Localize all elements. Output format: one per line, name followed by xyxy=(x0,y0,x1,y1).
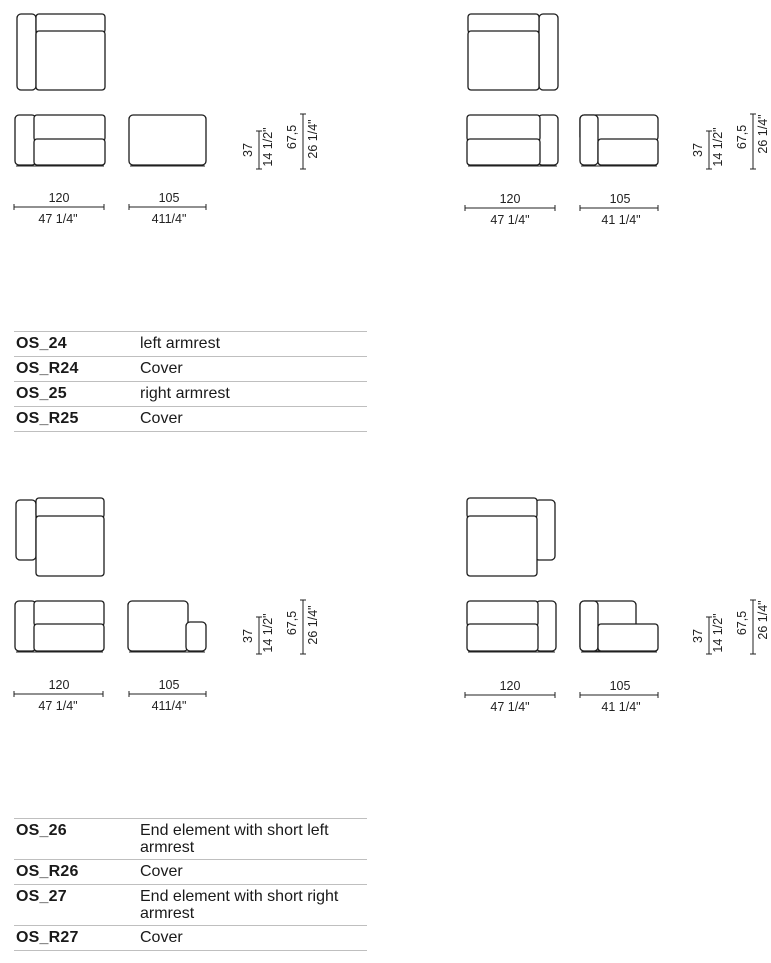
front-view-120 xyxy=(15,115,105,166)
module-description: Cover xyxy=(140,863,183,880)
seat-height-in-label: 14 1/2" xyxy=(261,613,275,653)
seat-height-cm-label: 37 xyxy=(241,629,255,643)
module-table-2 xyxy=(14,818,367,951)
module-code: OS_R26 xyxy=(16,863,79,880)
front-view-120 xyxy=(467,115,558,166)
width-in-label: 41 1/4" xyxy=(601,213,641,227)
module-description: Cover xyxy=(140,360,183,377)
table-row xyxy=(14,818,367,860)
front-view-120 xyxy=(15,601,104,652)
table-row xyxy=(14,382,367,407)
module-description: Cover xyxy=(140,929,183,946)
seat-height-cm-label: 37 xyxy=(241,143,255,157)
total-height-cm-label: 67,5 xyxy=(285,124,299,150)
module-code: OS_R27 xyxy=(16,929,79,946)
top-view xyxy=(468,14,558,90)
width-in-label: 47 1/4" xyxy=(490,700,530,714)
front-view-120 xyxy=(467,601,556,652)
width-cm-label: 120 xyxy=(499,192,521,206)
module-code: OS_24 xyxy=(16,335,67,352)
module-code: OS_R24 xyxy=(16,360,79,377)
side-view-105 xyxy=(580,601,658,652)
module-code: OS_25 xyxy=(16,385,67,402)
width-in-label: 41 1/4" xyxy=(601,700,641,714)
top-view xyxy=(467,498,555,576)
module-os24-drawing xyxy=(14,14,306,210)
total-height-in-label: 26 1/4" xyxy=(306,605,320,645)
width-cm-label: 105 xyxy=(158,678,180,692)
table-row xyxy=(14,885,367,926)
table-row xyxy=(14,860,367,885)
module-os26-drawing xyxy=(14,498,306,697)
width-in-label: 411/4" xyxy=(151,699,187,713)
top-view xyxy=(17,14,105,90)
width-in-label: 47 1/4" xyxy=(38,699,78,713)
total-height-in-label: 26 1/4" xyxy=(756,600,770,640)
width-cm-label: 105 xyxy=(609,679,631,693)
side-view-105 xyxy=(129,115,206,166)
table-row xyxy=(14,357,367,382)
module-description: right armrest xyxy=(140,385,230,402)
module-code: OS_27 xyxy=(16,888,67,905)
total-height-in-label: 26 1/4" xyxy=(306,119,320,159)
seat-height-in-label: 14 1/2" xyxy=(261,127,275,167)
module-code: OS_R25 xyxy=(16,410,79,427)
module-os27-drawing xyxy=(465,498,756,698)
seat-height-in-label: 14 1/2" xyxy=(711,127,725,167)
seat-height-cm-label: 37 xyxy=(691,629,705,643)
width-cm-label: 120 xyxy=(48,191,70,205)
table-row xyxy=(14,331,367,357)
total-height-in-label: 26 1/4" xyxy=(756,114,770,154)
width-in-label: 411/4" xyxy=(151,212,187,226)
module-description: Cover xyxy=(140,410,183,427)
width-in-label: 47 1/4" xyxy=(38,212,78,226)
module-description: left armrest xyxy=(140,335,221,352)
module-description: End element with short left armrest xyxy=(140,822,329,856)
module-code: OS_26 xyxy=(16,822,67,839)
seat-height-in-label: 14 1/2" xyxy=(711,613,725,653)
top-view xyxy=(16,498,104,576)
width-cm-label: 105 xyxy=(158,191,180,205)
table-row xyxy=(14,407,367,432)
width-cm-label: 120 xyxy=(499,679,521,693)
side-view-105 xyxy=(128,601,206,652)
seat-height-cm-label: 37 xyxy=(691,143,705,157)
total-height-cm-label: 67,5 xyxy=(285,610,299,636)
total-height-cm-label: 67,5 xyxy=(735,124,749,150)
table-row xyxy=(14,926,367,951)
module-os25-drawing xyxy=(465,14,756,211)
total-height-cm-label: 67,5 xyxy=(735,610,749,636)
module-table-1 xyxy=(14,331,367,432)
width-cm-label: 120 xyxy=(48,678,70,692)
width-in-label: 47 1/4" xyxy=(490,213,530,227)
side-view-105 xyxy=(580,115,658,166)
module-description: End element with short right armrest xyxy=(140,888,339,922)
width-cm-label: 105 xyxy=(609,192,631,206)
